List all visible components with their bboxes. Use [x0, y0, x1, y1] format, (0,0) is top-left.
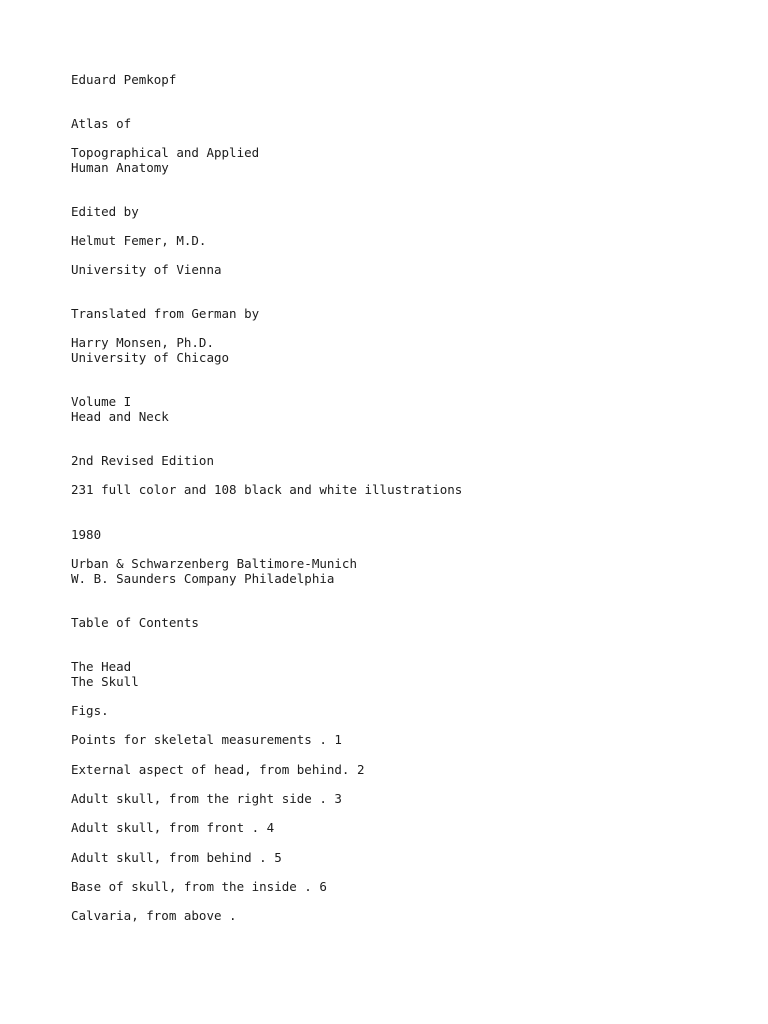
translated-by-label: Translated from German by — [71, 306, 260, 321]
publisher-line-1: Urban & Schwarzenberg Baltimore-Munich — [71, 556, 357, 571]
contents-section: The Head — [71, 659, 132, 674]
contents-entry: Adult skull, from the right side . 3 — [71, 791, 342, 806]
editor-name: Helmut Femer, M.D. — [71, 233, 207, 248]
contents-entry: Calvaria, from above . — [71, 908, 237, 923]
contents-heading: Table of Contents — [71, 615, 199, 630]
editor-affiliation: University of Vienna — [71, 262, 222, 277]
contents-entry: External aspect of head, from behind. 2 — [71, 762, 365, 777]
edited-by-label: Edited by — [71, 204, 139, 219]
author-name: Eduard Pemkopf — [71, 72, 177, 87]
translator-name: Harry Monsen, Ph.D. — [71, 335, 214, 350]
book-title-line-2: Human Anatomy — [71, 160, 169, 175]
translator-affiliation: University of Chicago — [71, 350, 230, 365]
title-prefix: Atlas of — [71, 116, 132, 131]
contents-subsection: The Skull — [71, 674, 139, 689]
contents-entry: Points for skeletal measurements . 1 — [71, 732, 342, 747]
contents-entry: Adult skull, from behind . 5 — [71, 850, 282, 865]
publisher-line-2: W. B. Saunders Company Philadelphia — [71, 571, 335, 586]
publication-year: 1980 — [71, 527, 102, 542]
volume-number: Volume I — [71, 394, 132, 409]
illustrations-count: 231 full color and 108 black and white illustrations — [71, 482, 463, 497]
figs-label: Figs. — [71, 703, 109, 718]
contents-entry: Adult skull, from front . 4 — [71, 820, 275, 835]
volume-subject: Head and Neck — [71, 409, 169, 424]
edition: 2nd Revised Edition — [71, 453, 214, 468]
book-title-line-1: Topographical and Applied — [71, 145, 260, 160]
contents-entry: Base of skull, from the inside . 6 — [71, 879, 327, 894]
